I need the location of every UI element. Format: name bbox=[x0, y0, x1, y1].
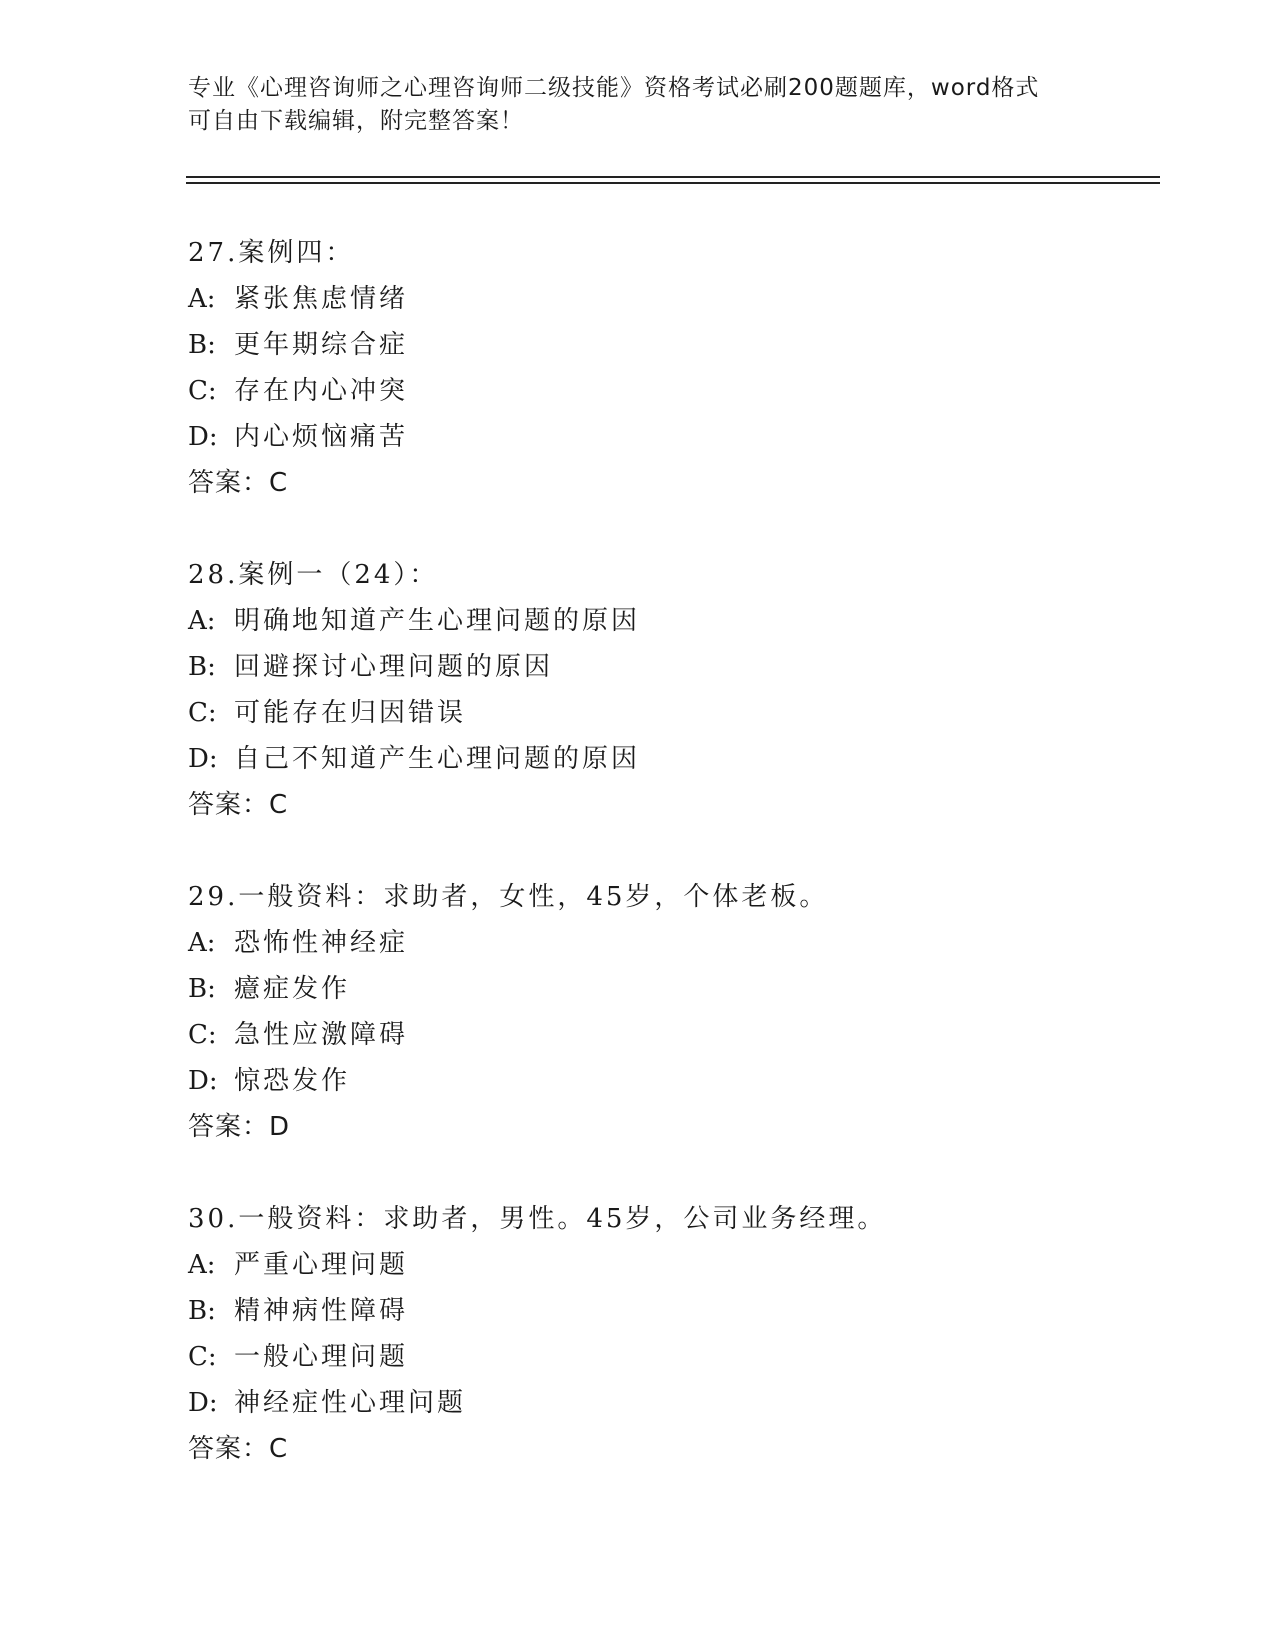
option-key: D: bbox=[188, 1066, 218, 1096]
option-key: D: bbox=[188, 744, 218, 774]
option-text: 内心烦恼痛苦 bbox=[234, 422, 409, 452]
option-d bbox=[188, 1380, 1148, 1426]
option-a bbox=[188, 276, 1148, 322]
option-c bbox=[188, 690, 1148, 736]
question-title: 30.一般资料：求助者，男性。45岁，公司业务经理。 bbox=[188, 1204, 887, 1234]
question-30 bbox=[188, 1196, 1148, 1472]
option-text: 恐怖性神经症 bbox=[234, 928, 409, 958]
option-text: 明确地知道产生心理问题的原因 bbox=[234, 606, 641, 636]
option-b bbox=[188, 966, 1148, 1012]
option-c bbox=[188, 1012, 1148, 1058]
option-text: 神经症性心理问题 bbox=[234, 1388, 467, 1418]
option-d bbox=[188, 736, 1148, 782]
option-key: B: bbox=[188, 1296, 216, 1326]
option-text: 存在内心冲突 bbox=[234, 376, 409, 406]
option-a bbox=[188, 1242, 1148, 1288]
option-text: 一般心理问题 bbox=[234, 1342, 409, 1372]
option-text: 紧张焦虑情绪 bbox=[234, 284, 409, 314]
option-a bbox=[188, 920, 1148, 966]
header-divider-top bbox=[186, 176, 1160, 178]
question-title: 29.一般资料：求助者，女性，45岁，个体老板。 bbox=[188, 882, 829, 912]
option-text: 癔症发作 bbox=[234, 974, 351, 1004]
header-line-1: 专业《心理咨询师之心理咨询师二级技能》资格考试必刷200题题库，word格式 bbox=[188, 75, 1040, 101]
option-b bbox=[188, 322, 1148, 368]
option-key: B: bbox=[188, 974, 216, 1004]
option-text: 惊恐发作 bbox=[234, 1066, 351, 1096]
option-text: 自己不知道产生心理问题的原因 bbox=[234, 744, 641, 774]
option-key: B: bbox=[188, 652, 216, 682]
option-key: C: bbox=[188, 698, 217, 728]
question-title: 28.案例一（24）： bbox=[188, 560, 439, 590]
question-28 bbox=[188, 552, 1148, 828]
option-b bbox=[188, 644, 1148, 690]
option-c bbox=[188, 368, 1148, 414]
question-29 bbox=[188, 874, 1148, 1150]
option-text: 更年期综合症 bbox=[234, 330, 409, 360]
option-key: A: bbox=[188, 1250, 216, 1280]
option-key: C: bbox=[188, 1342, 217, 1372]
answer-line: 答案：D bbox=[188, 1112, 291, 1142]
option-key: D: bbox=[188, 1388, 218, 1418]
header-line-2: 可自由下载编辑，附完整答案！ bbox=[188, 108, 524, 134]
answer-line: 答案：C bbox=[188, 468, 289, 498]
option-key: C: bbox=[188, 376, 217, 406]
option-text: 严重心理问题 bbox=[234, 1250, 409, 1280]
option-key: D: bbox=[188, 422, 218, 452]
answer-line: 答案：C bbox=[188, 1434, 289, 1464]
option-a bbox=[188, 598, 1148, 644]
option-text: 精神病性障碍 bbox=[234, 1296, 409, 1326]
option-text: 急性应激障碍 bbox=[234, 1020, 409, 1050]
option-key: A: bbox=[188, 284, 216, 314]
question-27 bbox=[188, 230, 1148, 506]
option-text: 回避探讨心理问题的原因 bbox=[234, 652, 554, 682]
document-header bbox=[188, 72, 1088, 138]
option-d bbox=[188, 414, 1148, 460]
option-d bbox=[188, 1058, 1148, 1104]
option-text: 可能存在归因错误 bbox=[234, 698, 467, 728]
option-key: A: bbox=[188, 928, 216, 958]
option-key: A: bbox=[188, 606, 216, 636]
option-key: B: bbox=[188, 330, 216, 360]
option-c bbox=[188, 1334, 1148, 1380]
header-divider-bottom bbox=[186, 182, 1160, 184]
option-b bbox=[188, 1288, 1148, 1334]
answer-line: 答案：C bbox=[188, 790, 289, 820]
option-key: C: bbox=[188, 1020, 217, 1050]
question-title: 27.案例四： bbox=[188, 238, 355, 268]
